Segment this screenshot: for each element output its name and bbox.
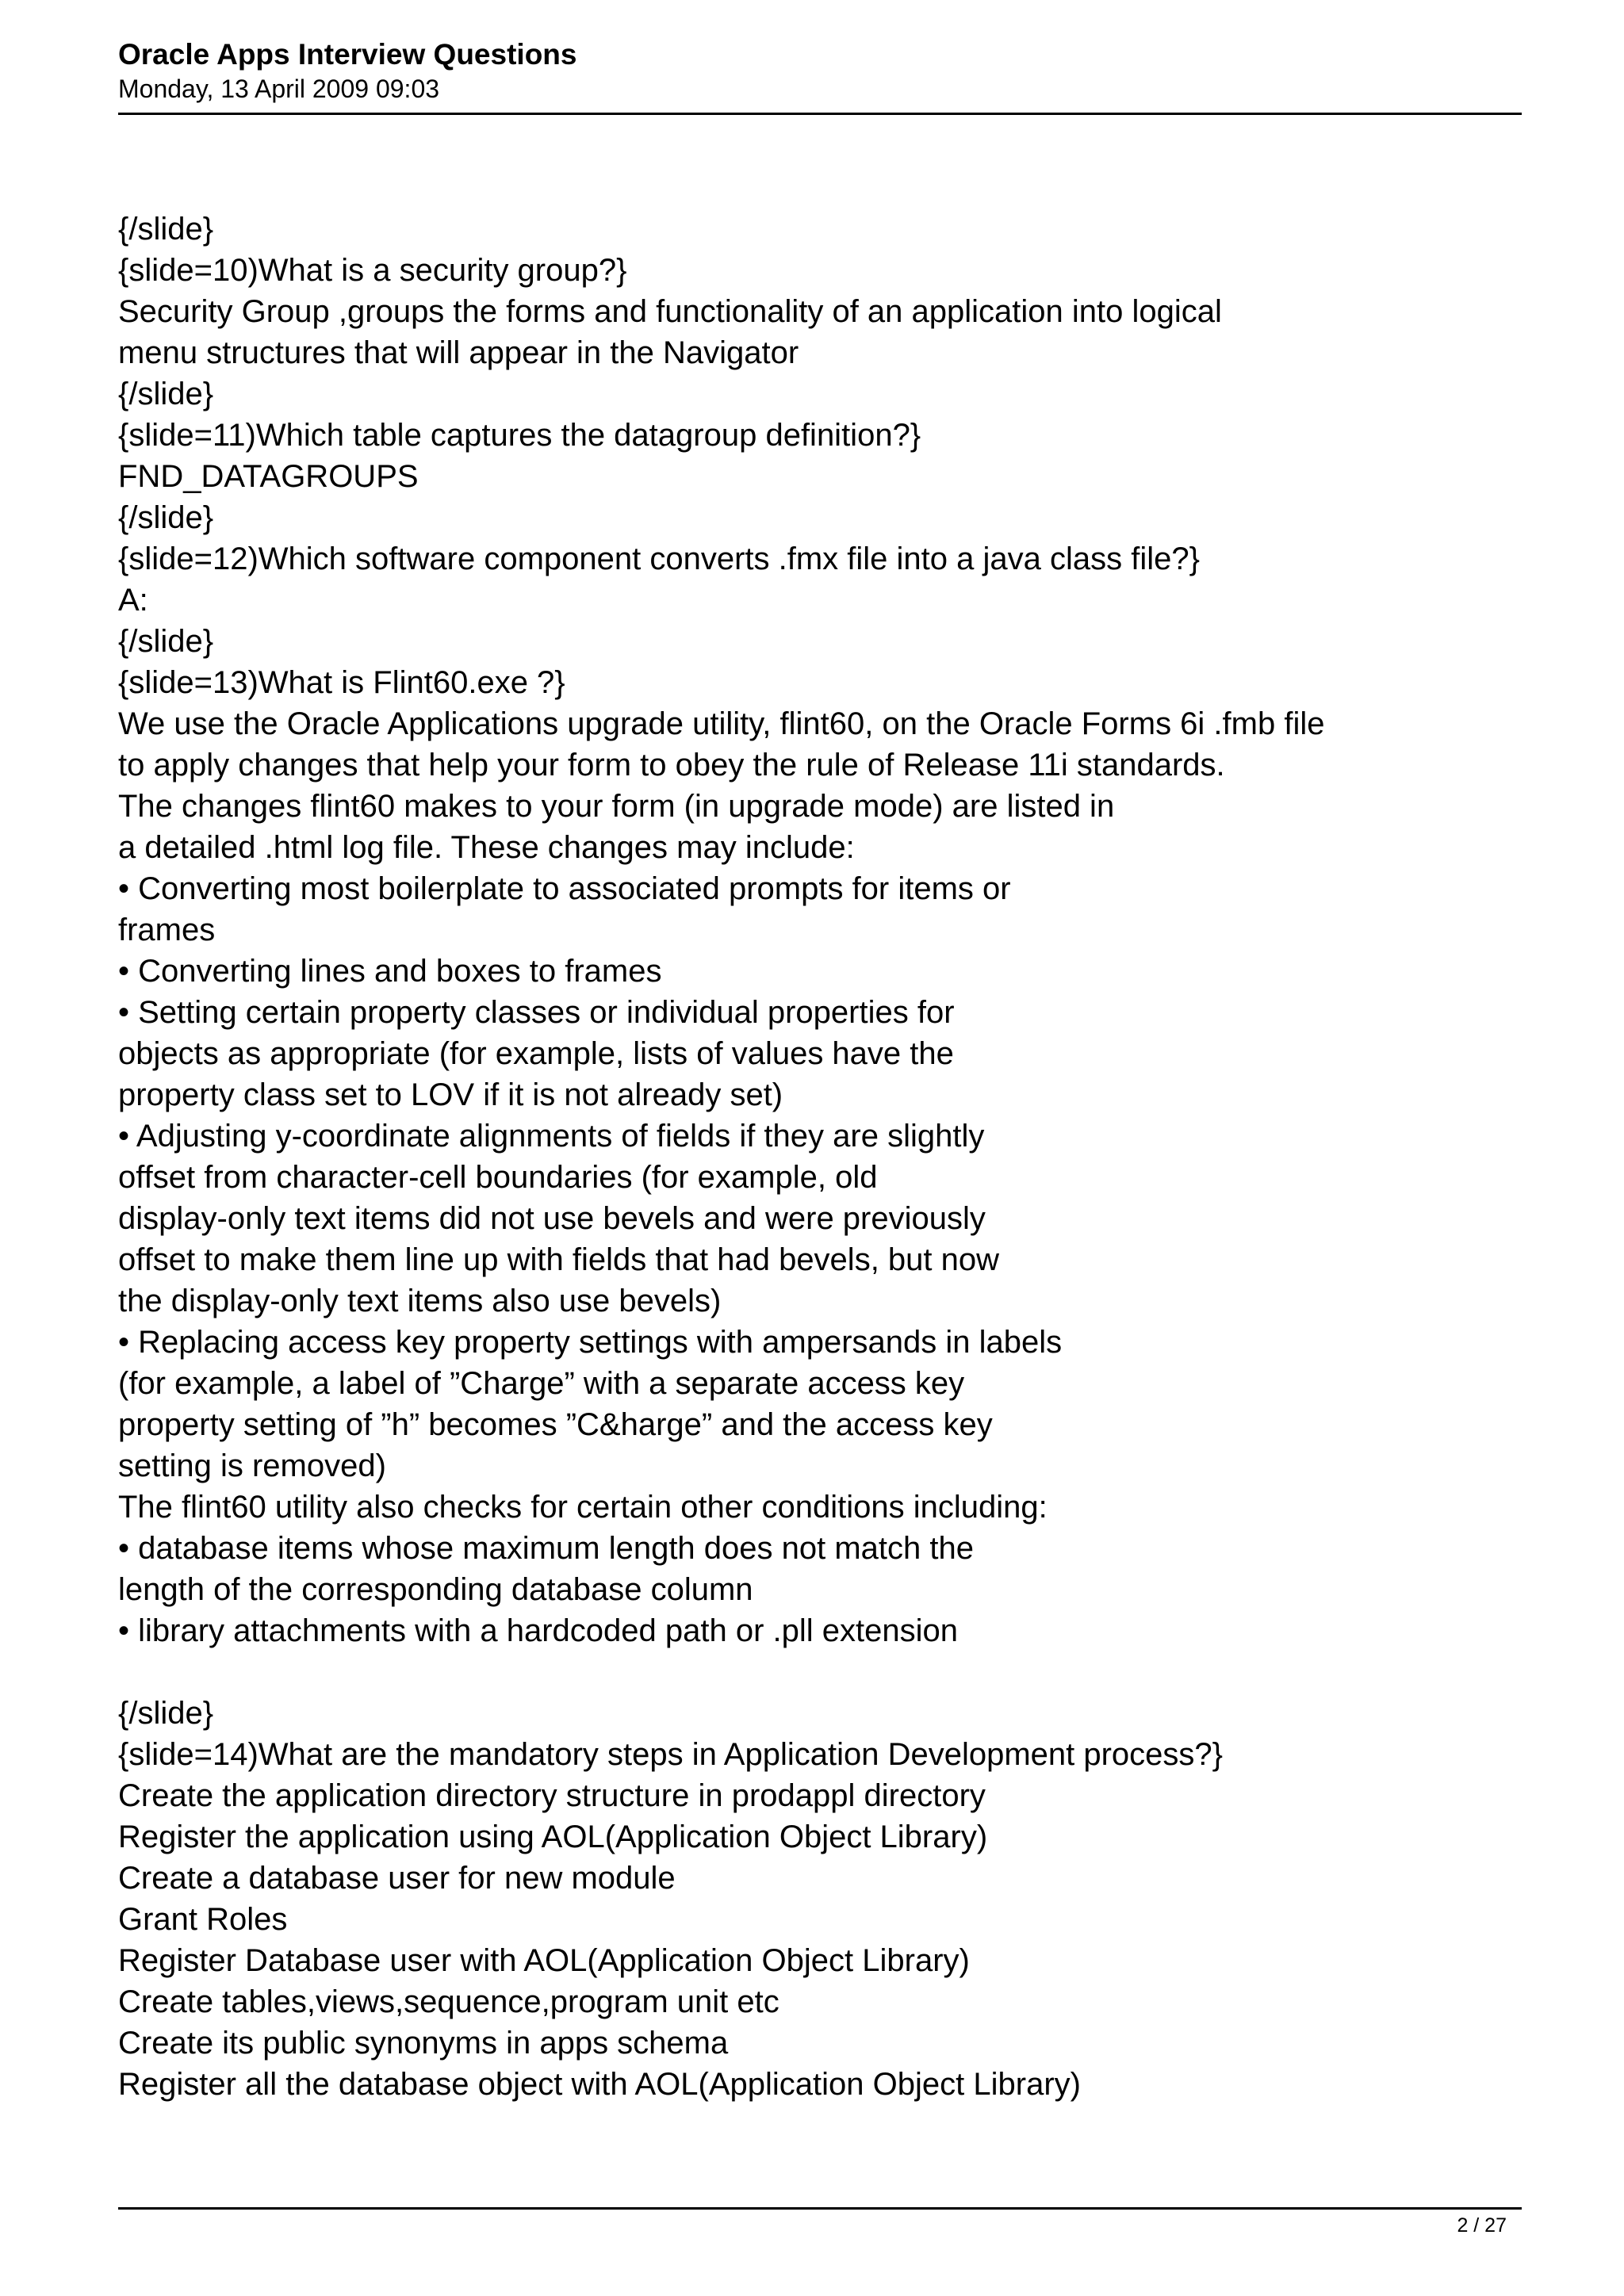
text-line: • Setting certain property classes or individual properties for bbox=[118, 995, 955, 1030]
text-line: display-only text items did not use bevels and were previously bbox=[118, 1201, 986, 1236]
text-line: The flint60 utility also checks for certain other conditions including: bbox=[118, 1490, 1048, 1525]
text-line: Security Group ,groups the forms and functionality of an application into logical bbox=[118, 294, 1222, 329]
text-line: {/slide} bbox=[118, 377, 214, 411]
text-line: a detailed .html log file. These changes may include: bbox=[118, 830, 855, 865]
text-line: offset to make them line up with fields that had bevels, but now bbox=[118, 1242, 1000, 1277]
page-number: 2 / 27 bbox=[1457, 2214, 1507, 2237]
footer-divider bbox=[118, 2207, 1522, 2210]
header-divider bbox=[118, 113, 1522, 115]
text-line: {slide=10)What is a security group?} bbox=[118, 253, 627, 288]
text-line: {slide=14)What are the mandatory steps in Application Development process?} bbox=[118, 1737, 1224, 1772]
text-line: {slide=11)Which table captures the datagroup definition?} bbox=[118, 418, 921, 453]
text-line: {/slide} bbox=[118, 500, 214, 535]
text-line: {slide=13)What is Flint60.exe ?} bbox=[118, 665, 565, 700]
text-line: frames bbox=[118, 913, 216, 947]
text-line bbox=[118, 1651, 1530, 1693]
text-line: A: bbox=[118, 583, 148, 618]
text-line: Grant Roles bbox=[118, 1902, 288, 1937]
text-line: • Adjusting y-coordinate alignments of fields if they are slightly bbox=[118, 1119, 985, 1154]
text-line: Register the application using AOL(Application Object Library) bbox=[118, 1820, 988, 1854]
text-line: length of the corresponding database column bbox=[118, 1572, 753, 1607]
text-line: • Converting most boilerplate to associated prompts for items or bbox=[118, 871, 1011, 906]
text-line: • Replacing access key property settings with ampersands in labels bbox=[118, 1325, 1063, 1360]
text-line: Create its public synonyms in apps schema bbox=[118, 2026, 729, 2061]
text-line: Register Database user with AOL(Application Object Library) bbox=[118, 1943, 970, 1978]
text-line: {/slide} bbox=[118, 1696, 214, 1731]
document-date: Monday, 13 April 2009 09:03 bbox=[118, 75, 440, 103]
text-line: menu structures that will appear in the Navigator bbox=[118, 335, 799, 370]
text-line: property class set to LOV if it is not already set) bbox=[118, 1077, 783, 1112]
text-line: {/slide} bbox=[118, 212, 214, 247]
page-header bbox=[118, 36, 1522, 105]
text-line: Register all the database object with AOL(Application Object Library) bbox=[118, 2067, 1081, 2102]
text-line: • Converting lines and boxes to frames bbox=[118, 954, 662, 989]
text-line: offset from character-cell boundaries (for example, old bbox=[118, 1160, 878, 1195]
text-line: FND_DATAGROUPS bbox=[118, 459, 419, 494]
text-line: {/slide} bbox=[118, 624, 214, 659]
text-line: {slide=12)Which software component converts .fmx file into a java class file?} bbox=[118, 541, 1200, 576]
text-line: • database items whose maximum length does not match the bbox=[118, 1531, 975, 1566]
text-line: Create a database user for new module bbox=[118, 1861, 676, 1896]
text-line: We use the Oracle Applications upgrade utility, flint60, on the Oracle Forms 6i .fmb file bbox=[118, 706, 1325, 741]
text-line: setting is removed) bbox=[118, 1448, 386, 1483]
text-line: to apply changes that help your form to obey the rule of Release 11i standards. bbox=[118, 748, 1225, 783]
document-body bbox=[118, 209, 1530, 2105]
text-line: Create tables,views,sequence,program unit etc bbox=[118, 1984, 779, 2019]
text-line: the display-only text items also use bevels) bbox=[118, 1284, 722, 1318]
text-line: objects as appropriate (for example, lists of values have the bbox=[118, 1036, 954, 1071]
text-line: • library attachments with a hardcoded path or .pll extension bbox=[118, 1613, 959, 1648]
text-line: Create the application directory structure in prodappl directory bbox=[118, 1778, 986, 1813]
text-line: The changes flint60 makes to your form (in upgrade mode) are listed in bbox=[118, 789, 1115, 824]
text-line: (for example, a label of ”Charge” with a separate access key bbox=[118, 1366, 965, 1401]
text-line: property setting of ”h” becomes ”C&harge” and the access key bbox=[118, 1407, 993, 1442]
document-title: Oracle Apps Interview Questions bbox=[118, 38, 577, 71]
